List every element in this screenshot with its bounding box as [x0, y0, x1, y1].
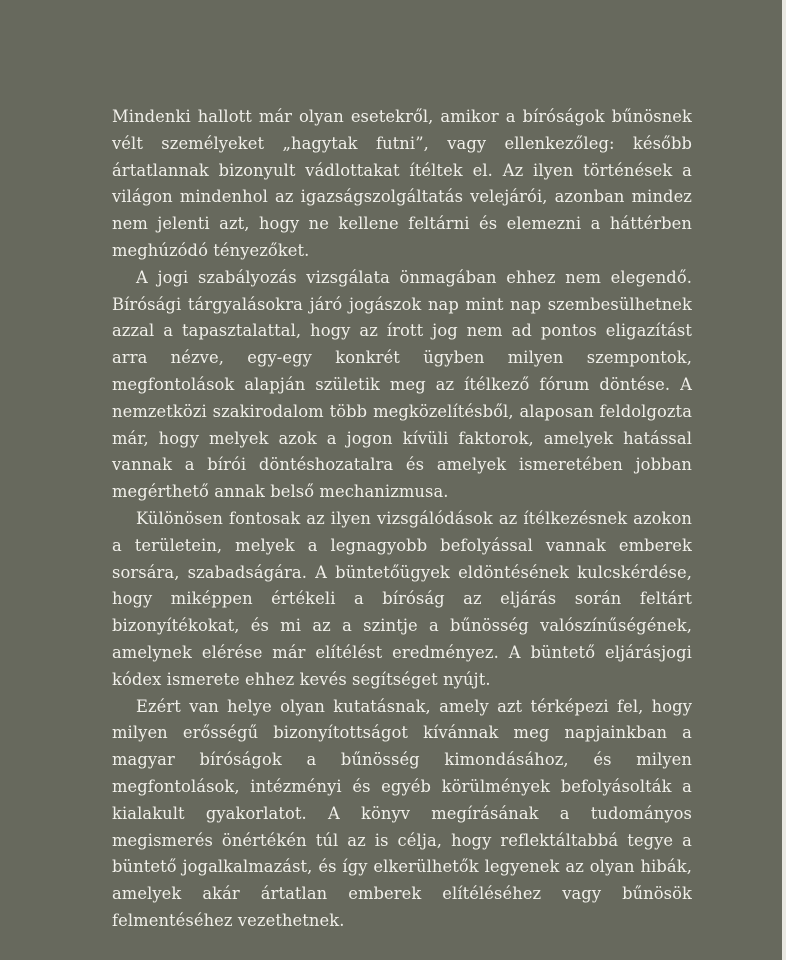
page-edge [782, 0, 786, 960]
paragraph-1: Mindenki hallott már olyan esetekről, amikor a bíróságok bűnösnek vélt személyeket „hagytak futni”, vagy ellenkezőleg: később ártatlannak bizonyult vádlottakat ítéltek el. Az ilyen történések a világon mindenhol az igazságszolgáltatás velejárói, azonban mindez nem jelenti azt, hogy ne kellene feltárni és elemezni a háttérben meghúzódó tényezőket. [112, 107, 692, 260]
blurb-text [112, 104, 692, 935]
paragraph-4: Ezért van helye olyan kutatásnak, amely azt térképezi fel, hogy milyen erősségű bizonyítottságot kívánnak meg napjainkban a magyar bíróságok a bűnösség kimondásához, és milyen megfontolások, intézményi és egyéb körülmények befolyásolták a kialakult gyakorlatot. A könyv megírásának a tudományos megismerés önértékén túl az is célja, hogy reflektáltabbá tegye a büntető jogalkalmazást, és így elkerülhetők legyenek az olyan hibák, amelyek akár ártatlan emberek elítéléséhez vagy bűnösök felmentéséhez vezethetnek. [112, 696, 692, 930]
paragraph-2: A jogi szabályozás vizsgálata önmagában ehhez nem elegendő. Bírósági tárgyalásokra járó jogászok nap mint nap szembesülhetnek azzal a tapasztalattal, hogy az írott jog nem ad pontos eligazítást arra nézve, egy-egy konkrét ügyben milyen szempontok, megfontolások alapján születik meg az ítélkező fórum döntése. A nemzetközi szakirodalom több megközelítésből, alaposan feldolgozta már, hogy melyek azok a jogon kívüli faktorok, amelyek hatással vannak a bírói döntéshozatalra és amelyek ismeretében jobban megérthető annak belső mechanizmusa. [112, 267, 692, 502]
paragraph-3: Különösen fontosak az ilyen vizsgálódások az ítélkezésnek azokon a területein, melyek a legnagyobb befolyással vannak emberek sorsára, szabadságára. A büntetőügyek eldöntésének kulcskérdése, hogy miképpen értékeli a bíróság az eljárás során feltárt bizonyítékokat, és mi az a szintje a bűnösség valószínűségének, amelynek elérése már elítélést eredményez. A büntető eljárásjogi kódex ismerete ehhez kevés segítséget nyújt. [112, 508, 692, 689]
